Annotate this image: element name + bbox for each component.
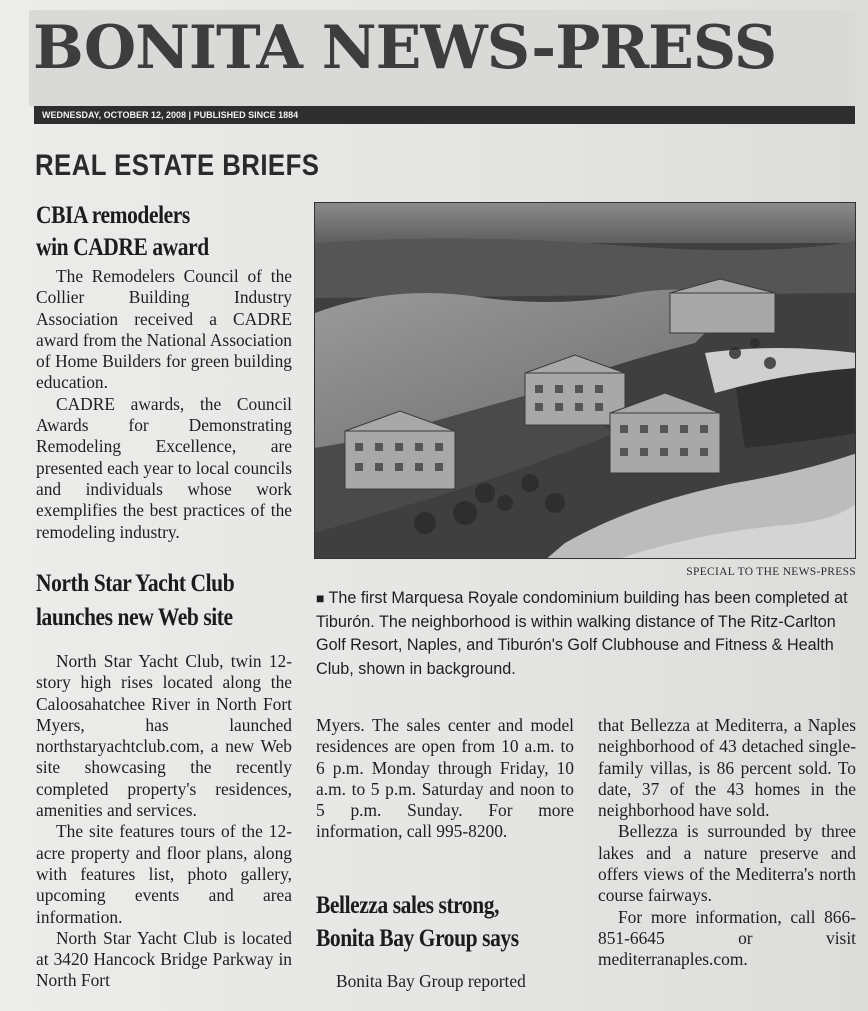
photo-caption bbox=[316, 587, 856, 681]
cbia-paragraph-2: CADRE awards, the Council Awards for Demonstrating Remodeling Excellence, are presented each year to local councils and individuals whose work exemplifies the best practices of the remodeling industry. bbox=[36, 393, 292, 542]
caption-bullet-icon: ■ bbox=[316, 590, 325, 606]
photo-caption-text: The first Marquesa Royale condominium building has been completed at Tiburón. The neighborhood is within walking distance of The Ritz-Carlton Golf Resort, Naples, and Tiburón's Golf Clubhouse and Fitness & Health Club, shown in background. bbox=[316, 589, 848, 678]
bellezza-first-line bbox=[316, 971, 574, 992]
photo-credit: SPECIAL TO THE NEWS-PRESS bbox=[686, 566, 856, 578]
bellezza-paragraph-1: that Bellezza at Mediterra, a Naples neighborhood of 43 detached single-family villas, is 86 percent sold. To date, 37 of the 43 homes in the neighborhood have sold. bbox=[598, 715, 856, 821]
cbia-headline-line2: win CADRE award bbox=[36, 234, 209, 261]
cbia-article-body bbox=[36, 266, 292, 543]
bellezza-article-body bbox=[598, 715, 856, 971]
northstar-continuation bbox=[316, 715, 574, 843]
bellezza-headline-line2: Bonita Bay Group says bbox=[316, 925, 519, 952]
northstar-headline-line2: launches new Web site bbox=[36, 604, 233, 631]
northstar-paragraph-3: North Star Yacht Club is located at 3420 Hancock Bridge Parkway in North Fort bbox=[36, 927, 292, 991]
bellezza-headline-line1: Bellezza sales strong, bbox=[316, 892, 500, 919]
northstar-article-body bbox=[36, 651, 292, 992]
northstar-paragraph-1: North Star Yacht Club, twin 12-story high rises located along the Caloosahatchee River in North Fort Myers, has launched northstaryachtclub.com, a new Web site showcasing the recently completed property's residences, amenities and services. bbox=[36, 651, 292, 821]
cbia-headline-line1: CBIA remodelers bbox=[36, 202, 190, 229]
aerial-photo bbox=[314, 202, 856, 559]
aerial-photo-illustration bbox=[315, 203, 856, 559]
bellezza-first-line-text: Bonita Bay Group reported bbox=[336, 971, 526, 991]
masthead-title: BONITA NEWS-PRESS bbox=[33, 13, 777, 83]
bellezza-paragraph-3: For more information, call 866-851-6645 or visit mediterranaples.com. bbox=[598, 906, 856, 970]
bellezza-paragraph-2: Bellezza is surrounded by three lakes and a nature preserve and offers views of the Mediterra's north course fairways. bbox=[598, 821, 856, 906]
section-title: REAL ESTATE BRIEFS bbox=[35, 149, 320, 182]
northstar-headline-line1: North Star Yacht Club bbox=[36, 570, 235, 597]
dateline: WEDNESDAY, OCTOBER 12, 2008 | PUBLISHED SINCE 1884 bbox=[34, 106, 855, 124]
northstar-continuation-text: Myers. The sales center and model residences are open from 10 a.m. to 6 p.m. Monday through Friday, 10 a.m. to 5 p.m. Saturday and noon to 5 p.m. Sunday. For more information, call 995-8200. bbox=[316, 715, 574, 842]
northstar-paragraph-2: The site features tours of the 12-acre property and floor plans, along with features list, photo gallery, upcoming events and area information. bbox=[36, 821, 292, 927]
cbia-paragraph-1: The Remodelers Council of the Collier Building Industry Association received a CADRE award from the National Association of Home Builders for green building education. bbox=[36, 266, 292, 393]
